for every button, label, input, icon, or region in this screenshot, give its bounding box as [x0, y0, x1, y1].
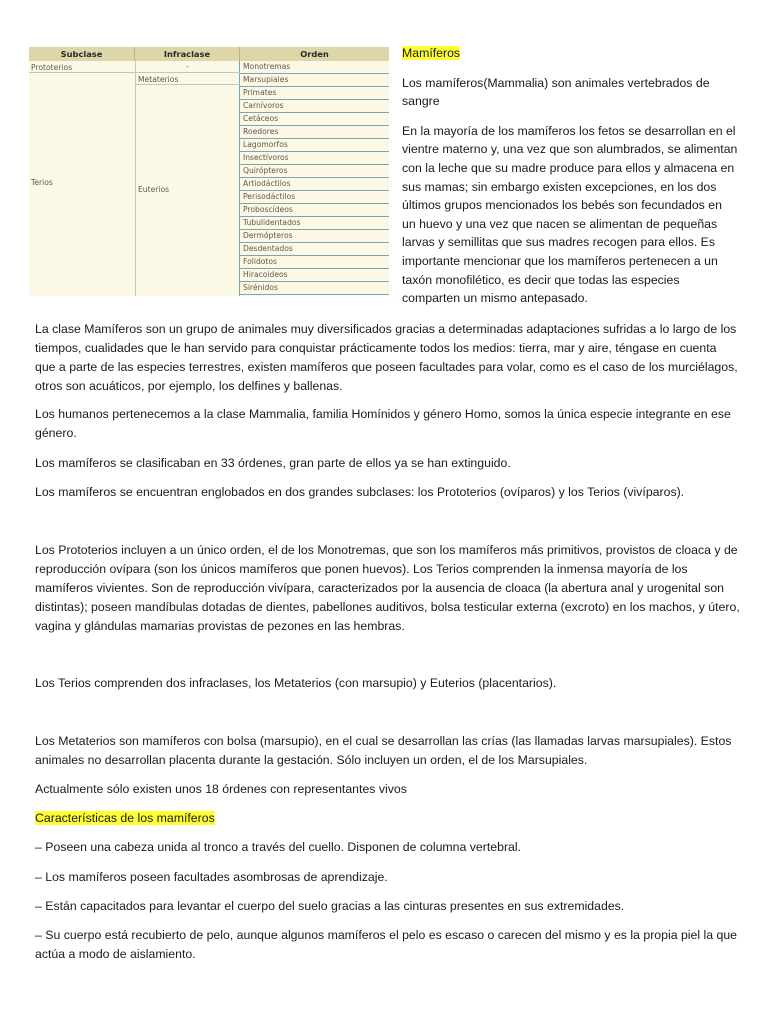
order-cell: Primates [240, 87, 389, 100]
body-paragraph: Los Terios comprenden dos infraclases, los Metaterios (con marsupio) y Euterios (placentarios). [35, 676, 557, 690]
order-cell: Dermópteros [240, 230, 389, 243]
subclass-terios: Terios [31, 178, 53, 187]
order-cell: Lagomorfos [240, 139, 389, 152]
order-cell: Roedores [240, 126, 389, 139]
order-cell: Proboscídeos [240, 204, 389, 217]
bullet-item: – Están capacitados para levantar el cuerpo del suelo gracias a las cinturas presentes en sus extremidades. [35, 899, 625, 913]
table-divider [29, 72, 135, 73]
infraclass-euterios: Euterios [138, 185, 170, 194]
order-cell: Carnívoros [240, 100, 389, 113]
order-cell: Cetáceos [240, 113, 389, 126]
table-divider [135, 61, 136, 296]
section-heading [35, 809, 740, 828]
order-cell: Insectívoros [240, 152, 389, 165]
order-cell: Sirénidos [240, 282, 389, 295]
table-divider [135, 84, 240, 85]
infraclass-none: - [186, 62, 189, 71]
body-paragraph: La clase Mamíferos son un grupo de animales muy diversificados gracias a determinadas adaptaciones sufridas a lo largo de los tiempos, cualidades que le han servido para conquistar prácticamente todos los medios: tierra, mar y aire, téngase en cuenta que a parte de las especies terrestres, existen mamíferos que poseen facultades para volar, como es el caso de los murciélagos, otros son acuáticos, por ejemplo, los delfines y ballenas. [35, 322, 738, 393]
intro-column [402, 44, 738, 308]
subclass-prototerios: Prototerios [31, 63, 73, 72]
bullet-item: – Los mamíferos poseen facultades asombrosas de aprendizaje. [35, 870, 388, 884]
order-cell: Desdentados [240, 243, 389, 256]
bullet-item: – Poseen una cabeza unida al tronco a través del cuello. Disponen de columna vertebral. [35, 840, 522, 854]
infraclass-metaterios: Metaterios [138, 75, 179, 84]
body-paragraph: Actualmente sólo existen unos 18 órdenes con representantes vivos [35, 782, 407, 796]
table-header-orden: Orden [240, 47, 389, 61]
classification-table [29, 47, 389, 296]
body-paragraph: Los mamíferos se encuentran englobados en dos grandes subclases: los Prototerios (ovíparos) y los Terios (vivíparos). [35, 485, 685, 499]
order-cell: Monotremas [240, 61, 389, 74]
intro-paragraph: En la mayoría de los mamíferos los fetos se desarrollan en el vientre materno y, una vez que son alumbrados, se alimentan con la leche que su madre produce para ellos y almacena en sus mamas; sin embargo existen excepciones, en los dos últimos grupos mencionados los bebés son fecundados en un huevo y una vez que nacen se alimentan de pequeñas larvas y semillitas que sus madres recogen para ellos. Es importante mencionar que los mamíferos pertenecen a un taxón monofilético, es decir que todas las especies comparten un mismo antepasado. [402, 123, 738, 306]
order-cell: Tubulidentados [240, 217, 389, 230]
table-header-infraclase: Infraclase [135, 47, 240, 61]
section-heading-text: Características de los mamíferos [35, 811, 215, 825]
order-cell: Hiracoideos [240, 269, 389, 282]
body-paragraph: Los humanos pertenecemos a la clase Mammalia, familia Homínidos y género Homo, somos la única especie integrante en ese género. [35, 407, 731, 440]
order-cell: Folidotos [240, 256, 389, 269]
order-cell: Quirópteros [240, 165, 389, 178]
body-paragraph: Los Prototerios incluyen a un único orden, el de los Monotremas, que son los mamíferos más primitivos, provistos de cloaca y de reproducción ovípara (son los únicos mamíferos que ponen huevos). Los Terios comprenden la inmensa mayoría de los mamíferos vivientes. Son de reproducción vivípara, caracterizados por la ausencia de cloaca (la abertura anal y urogenital son distintas); poseen mandíbulas dotadas de dientes, pabellones auditivos, bolsa testicular externa (excroto) en los machos, y útero, vagina y glándulas mamarias provistas de pezones en las hembras. [35, 543, 740, 633]
section-title: Mamíferos [402, 46, 461, 60]
order-cell: Marsupiales [240, 74, 389, 87]
body-paragraph: Los mamíferos se clasificaban en 33 órdenes, gran parte de ellos ya se han extinguido. [35, 456, 511, 470]
order-cell: Artiodáctilos [240, 178, 389, 191]
body-paragraph: Los Metaterios son mamíferos con bolsa (marsupio), en el cual se desarrollan las crías (las llamadas larvas marsupiales). Estos animales no desarrollan placenta durante la gestación. Sólo incluyen un orden, el de los Marsupiales. [35, 734, 732, 767]
table-divider [135, 72, 240, 73]
order-cell: Perisodáctilos [240, 191, 389, 204]
intro-paragraph: Los mamíferos(Mammalia) son animales vertebrados de sangre [402, 75, 710, 109]
table-header-subclase: Subclase [29, 47, 135, 61]
bullet-item: – Su cuerpo está recubierto de pelo, aunque algunos mamíferos el pelo es escaso o carecen del mismo y es la propia piel la que actúa a modo de aislamiento. [35, 928, 738, 961]
